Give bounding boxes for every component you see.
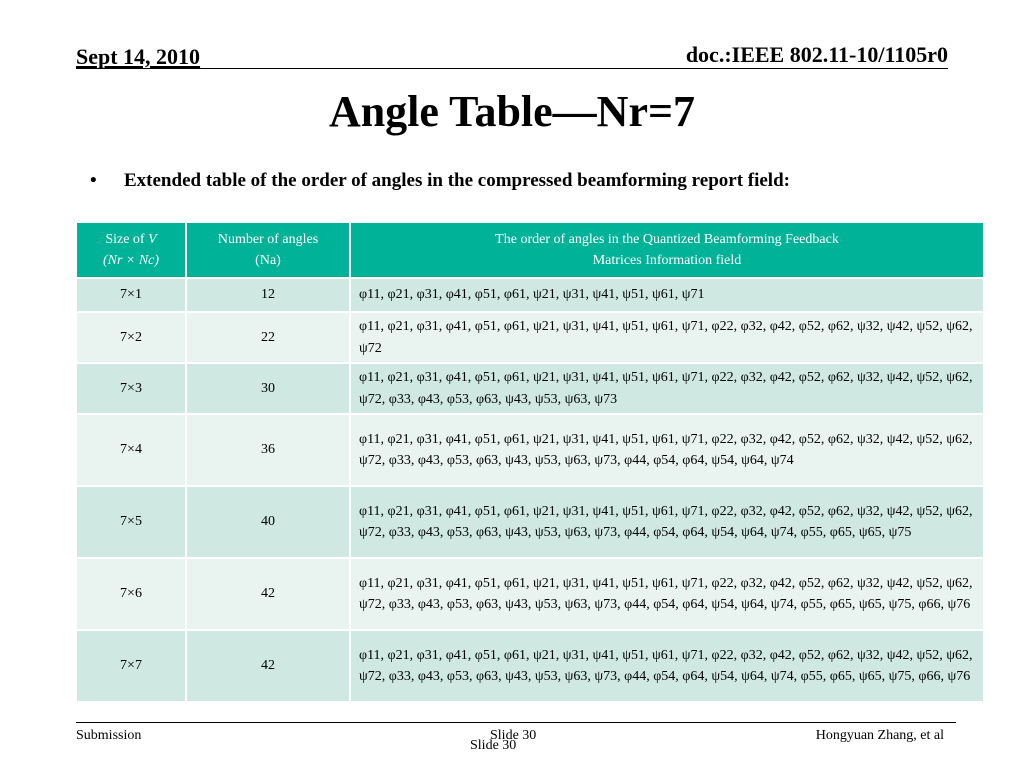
table-row [76,363,984,414]
header-size-of-v [76,222,186,278]
table-row [76,312,984,363]
header-na-line2: (Na) [255,253,281,268]
cell-angles: φ11, φ21, φ31, φ41, φ51, φ61, ψ21, ψ31, ψ41, ψ51, ψ61, ψ71, φ22, φ32, φ42, φ52, φ62, ψ32, ψ42, ψ52, ψ62, ψ72, φ33, φ43, φ53, φ63, ψ43, ψ53, ψ63, ψ73 [350,363,984,414]
cell-size: 7×6 [76,558,186,630]
header-size-var: V [148,232,157,247]
cell-size: 7×3 [76,363,186,414]
cell-na: 42 [186,558,350,630]
table-row [76,486,984,558]
header-number-of-angles [186,222,350,278]
slide-title: Angle Table—Nr=7 [328,87,696,136]
header-na-line1: Number of angles [217,232,319,247]
table-row [76,278,984,312]
header-date: Sept 14, 2010 [76,44,201,69]
cell-size: 7×7 [76,630,186,702]
cell-angles: φ11, φ21, φ31, φ41, φ51, φ61, ψ21, ψ31, ψ41, ψ51, ψ61, ψ71, φ22, φ32, φ42, φ52, φ62, ψ32, ψ42, ψ52, ψ62, ψ72 [350,312,984,363]
cell-angles: φ11, φ21, φ31, φ41, φ51, φ61, ψ21, ψ31, ψ41, ψ51, ψ61, ψ71, φ22, φ32, φ42, φ52, φ62, ψ32, ψ42, ψ52, ψ62, ψ72, φ33, φ43, φ53, φ63, ψ43, ψ53, ψ63, ψ73, φ44, φ54, φ64, ψ54, ψ64, ψ74 [350,414,984,486]
cell-angles: φ11, φ21, φ31, φ41, φ51, φ61, ψ21, ψ31, ψ41, ψ51, ψ61, ψ71, φ22, φ32, φ42, φ52, φ62, ψ32, ψ42, ψ52, ψ62, ψ72, φ33, φ43, φ53, φ63, ψ43, ψ53, ψ63, ψ73, φ44, φ54, φ64, ψ54, ψ64, ψ74, φ55, φ65, ψ65, ψ75 [350,486,984,558]
cell-na: 40 [186,486,350,558]
header-size-prefix: Size of [105,232,149,247]
cell-na: 36 [186,414,350,486]
bullet-item [90,170,790,192]
cell-size: 7×1 [76,278,186,312]
footer-slide-number-overlap: Slide 30 [470,738,517,753]
header-divider [76,68,948,69]
table-header-row [76,222,984,278]
bullet-text: Extended table of the order of angles in the compressed beamforming report field: [124,170,790,191]
footer-slide-number: Slide 30 [490,728,537,743]
table-row [76,630,984,702]
table-row [76,558,984,630]
cell-na: 42 [186,630,350,702]
bullet-marker: • [90,170,97,191]
angle-table-container [75,221,983,703]
footer-authors: Hongyuan Zhang, et al [815,728,944,743]
cell-size: 7×4 [76,414,186,486]
cell-na: 12 [186,278,350,312]
table-row [76,414,984,486]
cell-size: 7×2 [76,312,186,363]
cell-angles: φ11, φ21, φ31, φ41, φ51, φ61, ψ21, ψ31, ψ41, ψ51, ψ61, ψ71, φ22, φ32, φ42, φ52, φ62, ψ32, ψ42, ψ52, ψ62, ψ72, φ33, φ43, φ53, φ63, ψ43, ψ53, ψ63, ψ73, φ44, φ54, φ64, ψ54, ψ64, ψ74, φ55, φ65, ψ65, ψ75, φ66, ψ76 [350,558,984,630]
cell-na: 30 [186,363,350,414]
header-doc-id: doc.:IEEE 802.11-10/1105r0 [685,42,948,67]
angle-table [75,221,985,703]
footer-submission: Submission [76,728,142,743]
cell-size: 7×5 [76,486,186,558]
header-angle-order [350,222,984,278]
header-size-dims: (Nr × Nc) [102,253,160,268]
footer-divider [76,722,956,723]
cell-angles: φ11, φ21, φ31, φ41, φ51, φ61, ψ21, ψ31, ψ41, ψ51, ψ61, ψ71 [350,278,984,312]
cell-na: 22 [186,312,350,363]
header-order-line1: The order of angles in the Quantized Beamforming Feedback [495,232,839,247]
cell-angles: φ11, φ21, φ31, φ41, φ51, φ61, ψ21, ψ31, ψ41, ψ51, ψ61, ψ71, φ22, φ32, φ42, φ52, φ62, ψ32, ψ42, ψ52, ψ62, ψ72, φ33, φ43, φ53, φ63, ψ43, ψ53, ψ63, ψ73, φ44, φ54, φ64, ψ54, ψ64, ψ74, φ55, φ65, ψ65, ψ75, φ66, ψ76 [350,630,984,702]
header-order-line2: Matrices Information field [592,253,742,268]
